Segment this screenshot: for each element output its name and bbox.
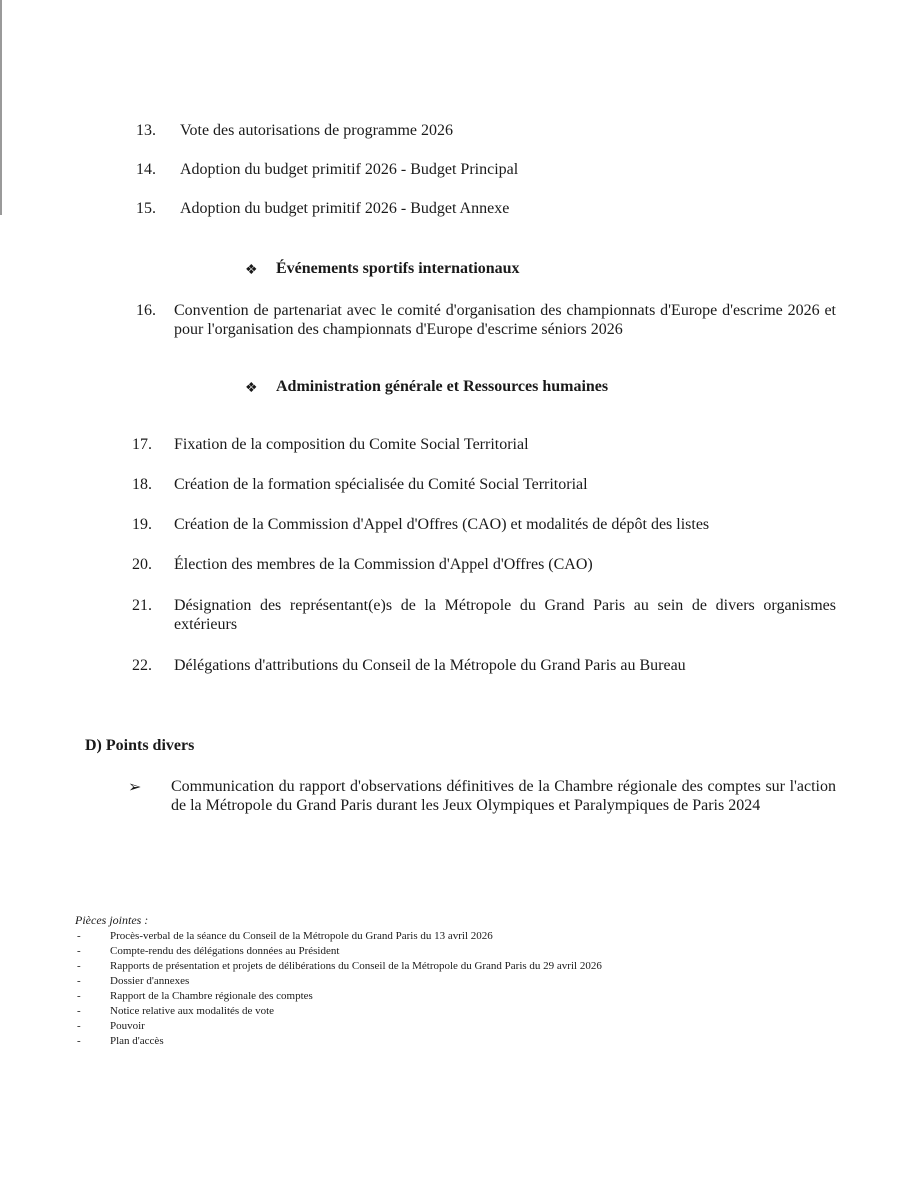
item-number: 21.	[132, 597, 152, 614]
attachment-text: Rapports de présentation et projets de délibérations du Conseil de la Métropole du Grand Paris du 29 avril 2026	[110, 960, 602, 972]
attachment-item	[77, 930, 697, 944]
dash-marker: -	[77, 975, 81, 987]
agenda-item-18	[132, 475, 836, 495]
attachment-item	[77, 960, 697, 974]
attachment-text: Pouvoir	[110, 1020, 145, 1032]
agenda-item-13	[136, 121, 836, 141]
item-text: Adoption du budget primitif 2026 - Budget Annexe	[180, 200, 510, 217]
attachment-item	[77, 990, 697, 1004]
dash-marker: -	[77, 1035, 81, 1047]
attachment-text: Rapport de la Chambre régionale des comptes	[110, 990, 313, 1002]
diamond-bullet-icon: ❖	[245, 263, 258, 278]
item-text: Création de la formation spécialisée du Comité Social Territorial	[174, 476, 588, 493]
section-heading: Événements sportifs internationaux	[276, 260, 520, 277]
item-text: Fixation de la composition du Comite Social Territorial	[174, 436, 529, 453]
attachment-text: Compte-rendu des délégations données au Président	[110, 945, 340, 957]
item-text: Convention de partenariat avec le comité d'organisation des championnats d'Europe d'escrime 2026 et pour l'organisation des championnats d'Europe d'escrime séniors 2026	[174, 302, 836, 338]
dash-marker: -	[77, 945, 81, 957]
item-text: Élection des membres de la Commission d'Appel d'Offres (CAO)	[174, 556, 593, 573]
attachment-text: Notice relative aux modalités de vote	[110, 1005, 275, 1017]
attachment-item	[77, 945, 697, 959]
attachments-title: Pièces jointes :	[75, 913, 149, 927]
item-number: 15.	[136, 200, 156, 217]
item-text: Vote des autorisations de programme 2026	[180, 122, 453, 139]
item-number: 16.	[136, 302, 156, 319]
attachment-item	[77, 1020, 697, 1034]
attachment-text: Plan d'accès	[110, 1035, 164, 1047]
agenda-item-17	[132, 435, 836, 455]
section-d-item	[171, 777, 836, 837]
dash-marker: -	[77, 1020, 81, 1032]
agenda-item-22	[132, 656, 836, 676]
attachment-item	[77, 1005, 697, 1019]
arrow-bullet-icon: ➢	[128, 779, 142, 796]
agenda-item-16	[136, 301, 836, 341]
section-d-text: Communication du rapport d'observations définitives de la Chambre régionale des comptes sur l'action de la Métropole du Grand Paris durant les Jeux Olympiques et Paralympiques de Paris 2024	[171, 778, 836, 814]
dash-marker: -	[77, 960, 81, 972]
section-heading: Administration générale et Ressources humaines	[276, 378, 609, 395]
dash-marker: -	[77, 1005, 81, 1017]
item-text: Création de la Commission d'Appel d'Offres (CAO) et modalités de dépôt des listes	[174, 516, 710, 533]
item-number: 17.	[132, 436, 152, 453]
item-number: 20.	[132, 556, 152, 573]
agenda-item-15	[136, 199, 836, 219]
attachment-item	[77, 975, 697, 989]
diamond-bullet-icon: ❖	[245, 381, 258, 396]
attachment-text: Dossier d'annexes	[110, 975, 190, 987]
agenda-item-14	[136, 160, 836, 180]
item-text: Adoption du budget primitif 2026 - Budget Principal	[180, 161, 519, 178]
item-number: 22.	[132, 657, 152, 674]
scan-edge-line	[0, 0, 2, 215]
dash-marker: -	[77, 990, 81, 1002]
agenda-item-21	[132, 596, 836, 636]
item-text: Délégations d'attributions du Conseil de la Métropole du Grand Paris au Bureau	[174, 657, 686, 674]
section-d-title: D) Points divers	[85, 737, 195, 754]
agenda-item-20	[132, 555, 836, 575]
item-text: Désignation des représentant(e)s de la Métropole du Grand Paris au sein de divers organismes extérieurs	[174, 597, 836, 633]
attachment-text: Procès-verbal de la séance du Conseil de la Métropole du Grand Paris du 13 avril 2026	[110, 930, 493, 942]
agenda-item-19	[132, 515, 836, 535]
dash-marker: -	[77, 930, 81, 942]
item-number: 13.	[136, 122, 156, 139]
item-number: 14.	[136, 161, 156, 178]
attachment-item	[77, 1035, 697, 1049]
item-number: 18.	[132, 476, 152, 493]
item-number: 19.	[132, 516, 152, 533]
